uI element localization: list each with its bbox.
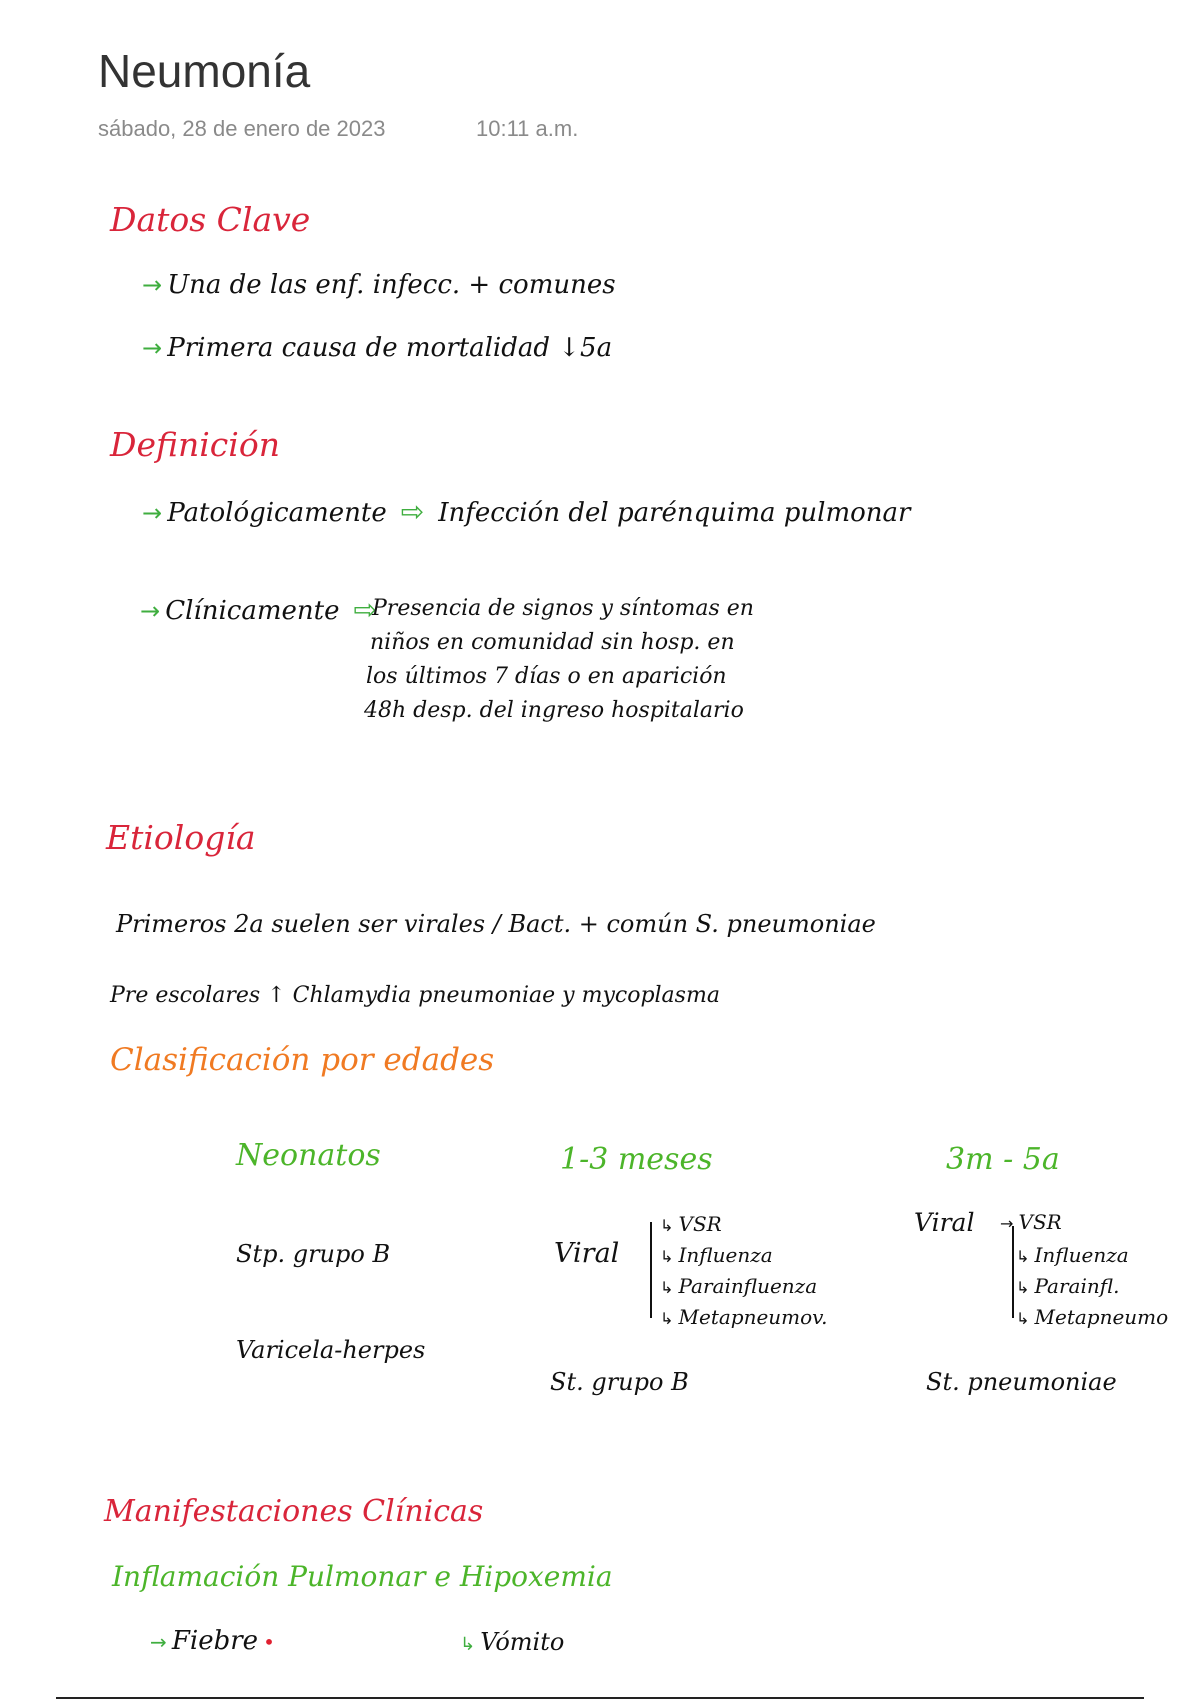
heading-manifestaciones: Manifestaciones Clínicas [104, 1494, 484, 1529]
etiology-item: St. grupo B [550, 1368, 689, 1396]
list-item: → Fiebre • [150, 1626, 275, 1656]
arrow-right-icon: ↳ [460, 1634, 476, 1655]
branch-arrow-icon: ↳ [1016, 1309, 1035, 1328]
definition-label: Clínicamente [165, 596, 340, 626]
etiology-item: St. pneumoniae [926, 1368, 1117, 1396]
arrow-right-icon: → [142, 334, 163, 362]
virus-item: ↳ Parainfluenza [660, 1274, 818, 1298]
list-item: ↳ Vómito [460, 1628, 565, 1656]
virus-item: → VSR [1000, 1210, 1062, 1234]
page-title: Neumonía [98, 45, 311, 97]
arrow-right-icon: → [140, 597, 161, 625]
virus-item: ↳ Influenza [660, 1243, 773, 1267]
list-item: → Una de las enf. infecc. + comunes [142, 270, 616, 300]
virus-item: ↳ Metapneumov. [660, 1305, 828, 1329]
page-date: sábado, 28 de enero de 2023 [98, 116, 386, 141]
double-arrow-icon: ⇨ [344, 593, 377, 626]
definition-text: Infección del parénquima pulmonar [438, 498, 911, 528]
page-time: 10:11 a.m. [476, 116, 579, 141]
definition-text-line: niños en comunidad sin hosp. en [370, 630, 735, 655]
bracket-line [650, 1222, 652, 1318]
branch-arrow-icon: ↳ [1016, 1278, 1035, 1297]
double-arrow-icon: ⇨ [391, 495, 434, 528]
heading-datos-clave: Datos Clave [110, 200, 311, 239]
virus-item: ↳ Parainfl. [1016, 1274, 1120, 1298]
viral-label: Viral [914, 1208, 975, 1237]
page-bottom-rule [56, 1697, 1144, 1699]
branch-arrow-icon: ↳ [660, 1278, 679, 1297]
branch-arrow-icon: ↳ [1016, 1247, 1035, 1266]
virus-item: ↳ VSR [660, 1212, 722, 1236]
subheading-inflamacion: Inflamación Pulmonar e Hipoxemia [112, 1560, 613, 1593]
viral-label: Viral [554, 1238, 620, 1269]
definition-text-line: los últimos 7 días o en aparición [366, 664, 727, 689]
list-item: → Primera causa de mortalidad ↓5a [142, 333, 613, 363]
column-title-3m-5a: 3m - 5a [946, 1142, 1060, 1177]
bracket-line [1012, 1226, 1014, 1318]
definition-row-patologica [142, 495, 910, 528]
branch-arrow-icon: ↳ [660, 1216, 679, 1235]
etiologia-line: Primeros 2a suelen ser virales / Bact. + común S. pneumoniae [116, 910, 876, 938]
definition-label: Patológicamente [167, 498, 387, 528]
definition-row-clinica [140, 593, 377, 626]
heading-definicion: Definición [110, 425, 280, 464]
definition-text-line: Presencia de signos y síntomas en [372, 596, 754, 621]
heading-clasificacion: Clasificación por edades [110, 1042, 495, 1078]
arrow-right-icon: → [142, 499, 163, 527]
column-title-neonatos: Neonatos [236, 1138, 381, 1173]
definition-text-line: 48h desp. del ingreso hospitalario [364, 698, 744, 723]
etiologia-line: Pre escolares ↑ Chlamydia pneumoniae y mycoplasma [110, 983, 720, 1008]
branch-arrow-icon: → [1000, 1214, 1019, 1233]
virus-item: ↳ Metapneumo [1016, 1305, 1169, 1329]
etiology-item: Stp. grupo B [236, 1240, 391, 1268]
branch-arrow-icon: ↳ [660, 1247, 679, 1266]
arrow-right-icon: → [142, 271, 163, 299]
column-title-1-3-meses: 1-3 meses [560, 1142, 713, 1177]
virus-item: ↳ Influenza [1016, 1243, 1129, 1267]
arrow-right-icon: → [150, 1630, 167, 1654]
heading-etiologia: Etiología [106, 818, 256, 857]
marker-dot-icon: • [263, 1630, 275, 1654]
branch-arrow-icon: ↳ [660, 1309, 679, 1328]
etiology-item: Varicela-herpes [236, 1336, 426, 1364]
